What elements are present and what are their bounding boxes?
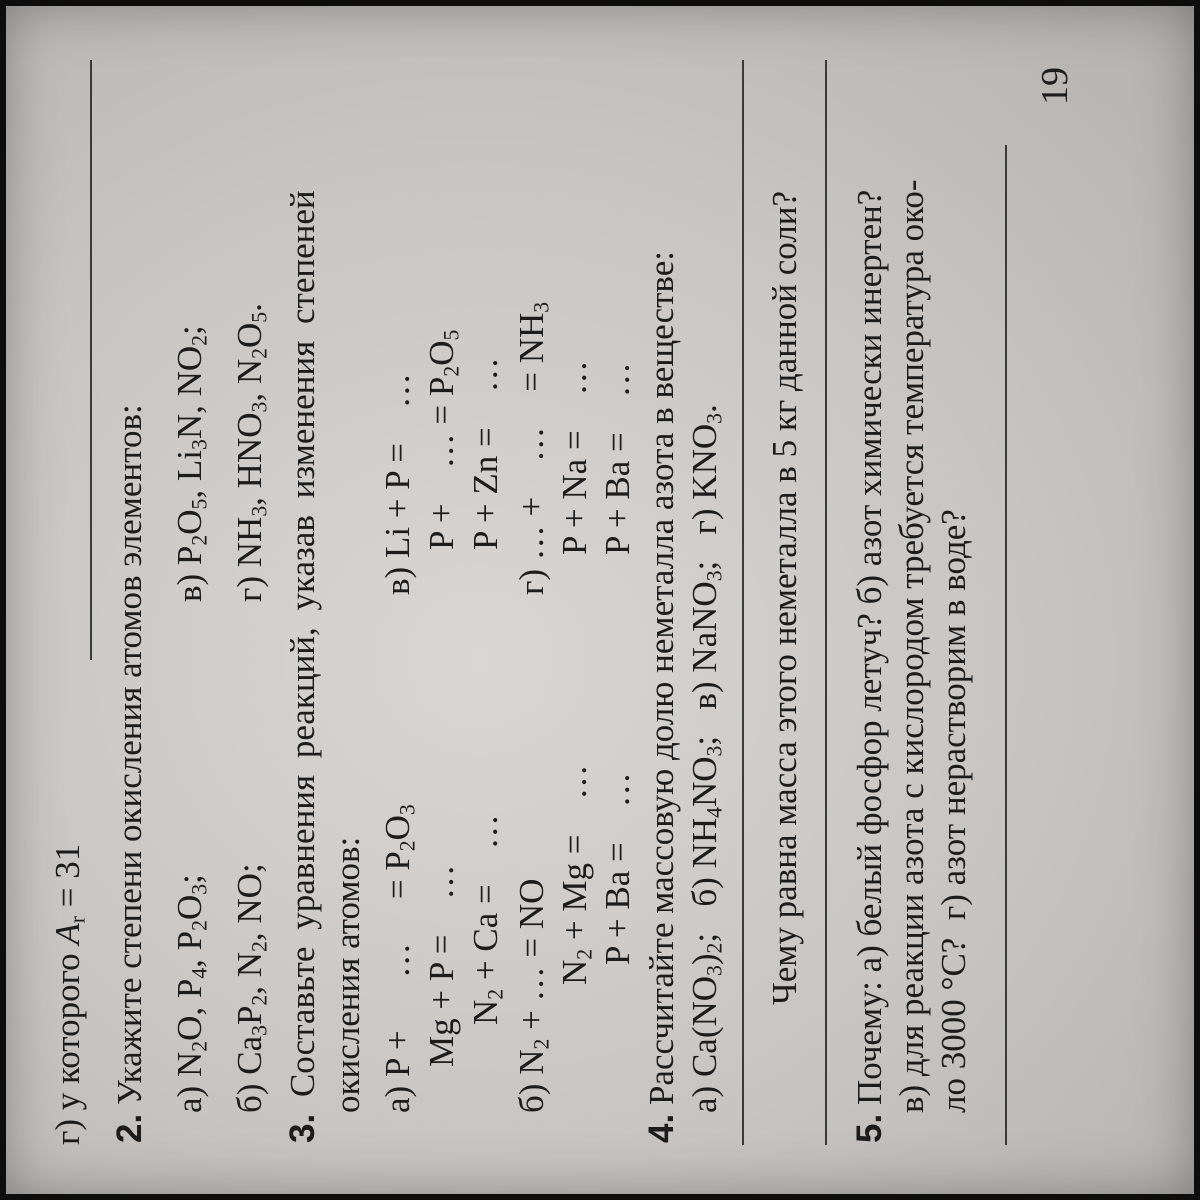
task3-item-v-line2: P + … = $P_2O_5$: [422, 329, 464, 550]
task2-item-g: г) $NH_3$, $HNO_3$, $N_2O_5$.: [230, 303, 272, 602]
task4-question: 4. Рассчитайте массовую долю неметалла азота в веществе:: [642, 250, 681, 1143]
task3-item-v-line3: P + Zn = …: [466, 357, 505, 550]
task2-question: 2. Укажите степени окисления атомов элементов:: [110, 404, 149, 1143]
prev-item-line: г) у которого $A_r = 31$: [48, 843, 90, 1145]
task5-line1: 5. Почему: а) белый фосфор летуч? б) азот химически инертен?: [850, 189, 889, 1143]
task3-question-line1: 3. Составьте уравнения реакций, указав изменения степеней: [283, 190, 322, 1143]
task3-item-g-line1: г) … + … = $NH_3$: [512, 301, 554, 595]
task3-item-g-line3: P + Ba = …: [598, 362, 637, 555]
task3-item-a-line1: а) P + … = $P_2O_3$: [378, 804, 420, 1113]
answer-line: [825, 60, 827, 1145]
task2-item-b: б) $Ca_3P_2$, $N_2$, NO;: [230, 863, 272, 1113]
task3-item-v-line1: в) Li + P = …: [378, 373, 417, 595]
task4-options: а) $Ca(NO_3)_2$; б) $NH_4NO_3$; в) NaNO$_3$; г) $KNO_3$.: [685, 404, 727, 1113]
task3-item-a-line2: Mg + P = …: [422, 864, 461, 1067]
task2-item-v: в) $P_2O_5$, $Li_3N$, $NO_2$;: [170, 325, 212, 602]
page-number: 19: [1034, 67, 1076, 105]
task3-item-a-line3: $N_2 + Ca$ = …: [466, 814, 508, 1025]
task5-line3: ло 3000 °C? г) азот нерастворим в воде?: [934, 509, 973, 1113]
answer-line: [1005, 145, 1007, 1145]
task3-item-b-line1: б) $N_2$ + … = NO: [512, 878, 554, 1113]
task3-item-g-line2: P + Na = …: [555, 360, 594, 555]
textbook-page: [30, 45, 1110, 1185]
task3-item-b-line2: $N_2 + Mg$ = …: [555, 764, 597, 985]
task3-question-line2: окисления атомов:: [328, 836, 367, 1113]
task2-item-a: а) $N_2O$, $P_4$, $P_2O_3$;: [170, 874, 212, 1113]
task4-extra-question: Чему равна масса этого неметалла в 5 кг данной соли?: [765, 190, 804, 1005]
task3-item-b-line3: P + Ba = …: [598, 772, 637, 965]
answer-line: [90, 60, 92, 660]
task5-line2: в) для реакции азота с кислородом требуется температура око-: [892, 179, 931, 1113]
answer-line: [742, 60, 744, 1145]
